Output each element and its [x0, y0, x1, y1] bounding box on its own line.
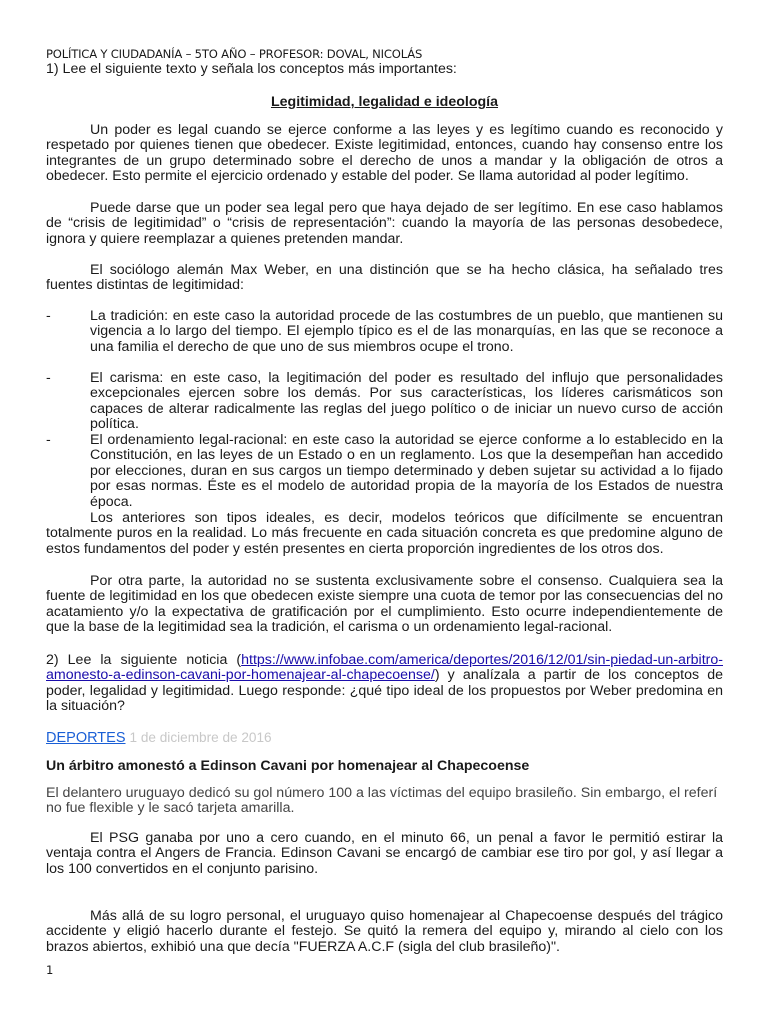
article-paragraph-1: Un poder es legal cuando se ejerce conforme a las leyes y es legítimo cuando es reconocido y respetado por quienes tienen que obedecer. Existe legitimidad, entonces, cuando hay consenso entre los integrantes de un grupo determinado sobre el derecho de unos a mandar y la obligación de otros a obedecer. Esto permite el ejercicio ordenado y estable del poder. Se llama autoridad al poder legítimo.: [46, 122, 723, 185]
news-article-link[interactable]: https://www.infobae.com/america/deportes/2016/12/01/sin-piedad-un-arbitro-amonesto-a-edinson-cavani-por-homenajear-al-chapecoense/: [46, 652, 723, 684]
article-paragraph-4: Los anteriores son tipos ideales, es decir, modelos teóricos que difícilmente se encuentran totalmente puros en la realidad. Lo más frecuente en cada situación concreta es que predomine alguno de estos fundamentos del poder y estén presentes en cierta proporción ingredientes de los otros dos.: [46, 510, 723, 557]
section-link-deportes[interactable]: DEPORTES: [46, 730, 126, 746]
news-date: 1 de diciembre de 2016: [129, 730, 272, 745]
list-item: [46, 371, 723, 433]
weber-source-legal-rational: El ordenamiento legal-racional: en este caso la autoridad se ejerce conforme a lo establecido en la Constitución, en las leyes de un Estado o en un reglamento. Los que la desempeñan han accedido por elecciones, duran en sus cargos un tiempo determinado y deben sujetar su actividad a lo fijado por esas normas. Éste es el modelo de autoridad propia de la mayoría de los Estados de nuestra época.: [90, 432, 723, 510]
page-number: 1: [46, 963, 54, 977]
news-lead: El delantero uruguayo dedicó su gol número 100 a las víctimas del equipo brasileño. Sin embargo, el referí no fue flexible y le sacó tarjeta amarilla.: [46, 785, 718, 817]
news-paragraph-1: El PSG ganaba por uno a cero cuando, en el minuto 66, un penal a favor le permitió estirar la ventaja contra el Angers de Francia. Edinson Cavani se encargó de cambiar ese tiro por gol, y así llegar a los 100 convertidos en el conjunto parisino.: [46, 830, 723, 877]
list-item: [46, 309, 723, 355]
news-meta: [46, 730, 723, 746]
question-2-instruction: [46, 653, 723, 715]
course-header: POLÍTICA Y CIUDADANÍA – 5TO AÑO – PROFESOR: DOVAL, NICOLÁS: [46, 47, 423, 61]
article-title: Legitimidad, legalidad e ideología: [270, 94, 499, 110]
question-2-task: ) y analízala a partir de los conceptos de poder, legalidad y legitimidad. Luego responde: ¿qué tipo ideal de los propuestos por Weber predomina en la situación?: [46, 667, 723, 715]
list-bullet: -: [46, 432, 51, 448]
weber-source-charisma: El carisma: en este caso, la legitimación del poder es resultado del influjo que personalidades excepcionales ejercen sobre los demás. Por sus características, los líderes carismáticos son capaces de alterar radicalmente las reglas del juego político o de iniciar un nuevo curso de acción política.: [90, 370, 723, 433]
list-bullet: -: [46, 308, 51, 324]
list-bullet: -: [46, 370, 51, 386]
question-1-instruction: 1) Lee el siguiente texto y señala los conceptos más importantes:: [46, 61, 457, 77]
question-2-intro: 2) Lee la siguiente noticia (: [46, 652, 242, 668]
weber-source-tradition: La tradición: en este caso la autoridad procede de las costumbres de un pueblo, que mantienen su vigencia a lo largo del tiempo. El ejemplo típico es el de las monarquías, en las que se reconoce a una familia el derecho de que uno de sus miembros ocupe el trono.: [90, 308, 723, 355]
news-headline: Un árbitro amonestó a Edinson Cavani por homenajear al Chapecoense: [46, 758, 530, 774]
list-item: [46, 433, 723, 510]
article-paragraph-3: El sociólogo alemán Max Weber, en una distinción que se ha hecho clásica, ha señalado tres fuentes distintas de legitimidad:: [46, 262, 723, 294]
article-paragraph-5: Por otra parte, la autoridad no se sustenta exclusivamente sobre el consenso. Cualquiera sea la fuente de legitimidad en los que obedecen existe siempre una cuota de temor por las consecuencias del no acatamiento y/o la expectativa de gratificación por el cumplimiento. Esto ocurre independientemente de que la base de la legitimidad sea la tradición, el carisma o un ordenamiento legal-racional.: [46, 573, 723, 636]
news-paragraph-2: Más allá de su logro personal, el uruguayo quiso homenajear al Chapecoense después del trágico accidente y eligió hacerlo durante el festejo. Se quitó la remera del equipo y, mirando al cielo con los brazos abiertos, exhibió una que decía "FUERZA A.C.F (sigla del club brasileño)".: [46, 908, 723, 955]
article-paragraph-2: Puede darse que un poder sea legal pero que haya dejado de ser legítimo. En ese caso hablamos de “crisis de legitimidad” o “crisis de representación”: cuando la mayoría de las personas desobedece, ignora y quiere reemplazar a quienes pretenden mandar.: [46, 200, 723, 247]
